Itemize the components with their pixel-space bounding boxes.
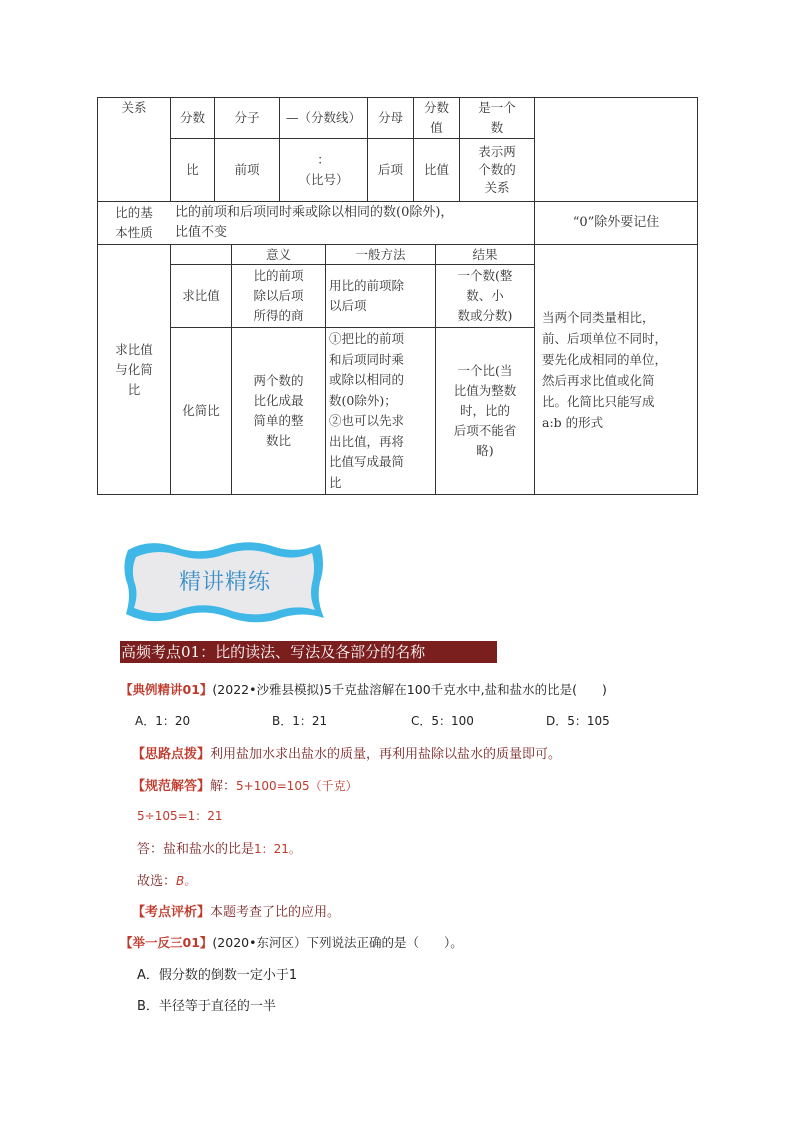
seek-label: 求比值 [182, 288, 220, 303]
calc-label: 求比值 与化简 比 [115, 341, 153, 397]
seek-method: 用比的前项除 以后项 [329, 278, 405, 313]
practice-option-a: A．假分数的倒数一定小于1 [137, 968, 298, 983]
simp-label: 化简比 [182, 403, 220, 418]
option-b: B．1：21 [272, 714, 328, 728]
header-meaning: 意义 [265, 246, 291, 262]
basic-note: “0”除外要记住 [572, 215, 660, 230]
header-method: 一般方法 [355, 246, 406, 262]
simp-result: 一个比(当 比值为整数 时，比的 后项不能省 略) [453, 363, 517, 458]
banner-title: 精讲精练 [178, 570, 271, 595]
practice-option-b: B．半径等于直径的一半 [137, 999, 276, 1014]
practice-question [120, 933, 463, 951]
example-question [120, 680, 607, 698]
ratio-cell: 前项 [234, 162, 260, 177]
answer-value: 1：21。 [254, 842, 301, 856]
section-banner [120, 538, 330, 624]
relation-label: 关系 [121, 100, 147, 115]
basic-label: 比的基 本性质 [115, 205, 153, 240]
ratio-cell: 后项 [377, 162, 403, 177]
hint-text: 利用盐加水求出盐水的质量，再利用盐除以盐水的质量即可。 [210, 747, 562, 762]
hint-tag: 【思路点拨】 [132, 747, 211, 762]
choice-prefix: 故选： [137, 874, 177, 889]
hint-line [132, 743, 561, 762]
ratio-cell: 比 [186, 162, 199, 177]
seek-result: 一个数(整 数、小 数或分数) [457, 268, 513, 323]
example-stem: (2022•沙雅县模拟)5千克盐溶解在100千克水中,盐和盐水的比是( ) [212, 682, 607, 697]
answer-prefix: 答：盐和盐水的比是 [137, 842, 255, 857]
comment-tag: 【考点评析】 [132, 905, 211, 920]
ratio-cell: 比值 [423, 162, 449, 177]
choice-value: B。 [176, 874, 197, 888]
choice-line [137, 870, 196, 889]
calc-note: 当两个同类量相比， 前、后项单位不同时， 要先化成相同的单位， 然后再求比值或化简 比。化简比只能写成 a:b 的形式 [542, 309, 668, 430]
frac-cell: 是一个 数 [478, 100, 516, 135]
solution-step-2: 5÷105=1：21 [137, 809, 223, 823]
seek-meaning: 比的前项 除以后项 所得的商 [253, 268, 304, 323]
header-result: 结果 [472, 246, 498, 262]
ratio-cell: ： （比号） [298, 152, 349, 187]
comment-line [132, 901, 340, 920]
frac-cell: 分数 [179, 110, 205, 125]
simp-meaning: 两个数的 比化成最 简单的整 数比 [253, 373, 304, 448]
frac-cell: 分数 值 [423, 100, 449, 135]
solution-prefix: 解： [210, 779, 237, 794]
practice-stem: (2020•东河区）下列说法正确的是（ ）。 [212, 935, 463, 950]
simp-method: ①把比的前项 和后项同时乘 或除以相同的 数(0除外)； ②也可以先求 出比值，再将 比值写成最简 比 [329, 331, 405, 490]
basic-text: 比的前项和后项同时乘或除以相同的数(0除外)， 比值不变 [175, 205, 454, 240]
example-tag: 【典例精讲01】 [120, 682, 213, 697]
option-a: A．1：20 [135, 714, 191, 728]
answer-line [137, 838, 301, 857]
frac-cell: 分子 [234, 110, 260, 125]
solution-step-1: 5+100=105（千克） [236, 779, 358, 793]
option-d: D．5：105 [546, 714, 610, 728]
ratio-cell: 表示两 个数的 关系 [478, 144, 516, 195]
solution-tag: 【规范解答】 [132, 779, 211, 794]
section-title: 高频考点01：比的读法、写法及各部分的名称 [121, 643, 426, 661]
frac-cell: —（分数线） [285, 110, 361, 125]
comment-text: 本题考查了比的应用。 [210, 905, 341, 920]
frac-cell: 分母 [377, 110, 403, 125]
option-c: C．5：100 [411, 714, 474, 728]
solution-line [132, 775, 358, 794]
practice-tag: 【举一反三01】 [120, 935, 213, 950]
